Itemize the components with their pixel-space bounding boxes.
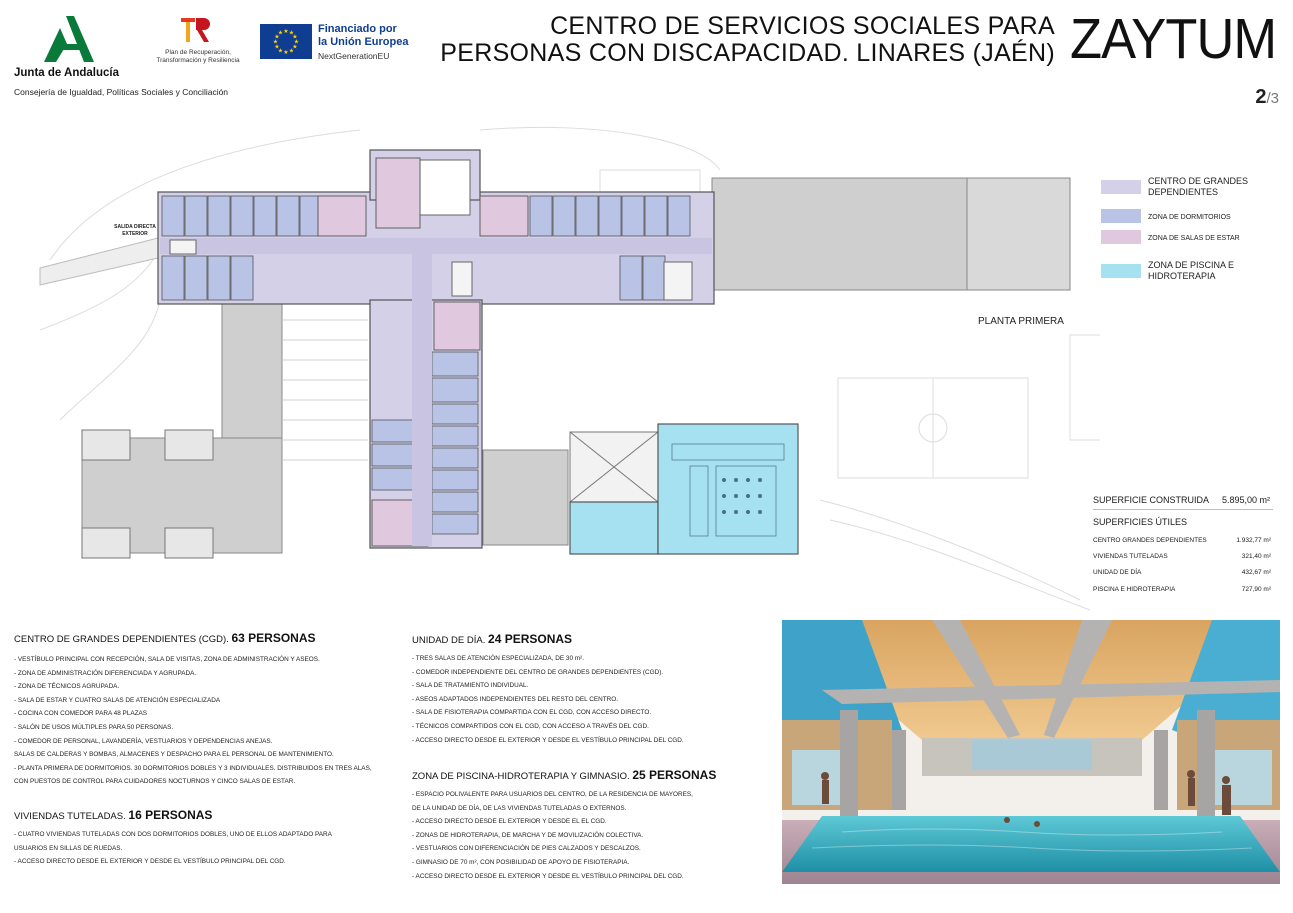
list-item: - COMEDOR DE PERSONAL, LAVANDERÍA, VESTUARIOS Y DEPENDENCIAS ANEJAS.: [14, 737, 273, 745]
list-item: DE LA UNIDAD DE DÍA, DE LAS VIVIENDAS TUTELADAS O EXTERNOS.: [412, 804, 627, 812]
list-item: - COMEDOR INDEPENDIENTE DEL CENTRO DE GRANDES DEPENDIENTES (CGD).: [412, 668, 664, 676]
list-item: - SALA DE ESTAR Y CUATRO SALAS DE ATENCIÓN ESPECIALIZADA: [14, 696, 221, 704]
piscina-section-title: [412, 768, 716, 782]
piscina-title: ZONA DE PISCINA-HIDROTERAPIA Y GIMNASIO.: [412, 771, 630, 782]
pool-render-image: [782, 620, 1280, 884]
list-item: - ACCESO DIRECTO DESDE EL EXTERIOR Y DESDE EL VESTÍBULO PRINCIPAL DEL CGD.: [412, 736, 684, 744]
built-area-value: 5.895,00 m²: [1222, 495, 1271, 505]
legend-label-piscina: ZONA DE PISCINA E HIDROTERAPIA: [1148, 260, 1235, 281]
floor-label: PLANTA PRIMERA: [978, 316, 1064, 327]
list-item: - VESTÍBULO PRINCIPAL CON RECEPCIÓN, SALA DE VISITAS, ZONA DE ADMINISTRACIÓN Y ASEOS.: [14, 656, 320, 663]
list-item: SALAS DE CALDERAS Y BOMBAS, ALMACENES Y DESPACHO PARA EL PERSONAL DE MANTENIMIENTO.: [14, 751, 334, 759]
page-total: /3: [1266, 90, 1279, 107]
svg-text:★: ★: [293, 38, 300, 46]
eu-funding-line2: la Unión Europea: [318, 36, 409, 48]
project-title-line1: CENTRO DE SERVICIOS SOCIALES PARA: [550, 12, 1055, 40]
surface-row-value: 432,67 m²: [1241, 569, 1271, 576]
list-item: - TÉCNICOS COMPARTIDOS CON EL CGD, CON ACCESO A TRAVÉS DEL CGD.: [412, 722, 649, 730]
svg-text:★: ★: [277, 29, 284, 37]
legend-label-dormitorios: ZONA DE DORMITORIOS: [1148, 214, 1231, 221]
list-item: - ACCESO DIRECTO DESDE EL EXTERIOR Y DESDE EL VESTÍBULO PRINCIPAL DEL CGD.: [412, 872, 684, 880]
list-item: - ASEOS ADAPTADOS INDEPENDIENTES DEL RESTO DEL CENTRO.: [412, 695, 618, 703]
project-brand: ZAYTUM: [1070, 7, 1277, 71]
legend-swatch-salas: [1101, 230, 1141, 244]
consejeria-name: Consejería de Igualdad, Políticas Sociales y Conciliación: [14, 87, 229, 97]
piscina-count: 25 PERSONAS: [632, 768, 717, 782]
floor-plan: [30, 110, 1100, 620]
list-item: - CUATRO VIVIENDAS TUTELADAS CON DOS DORMITORIOS DOBLES, UNO DE ELLOS ADAPTADO PARA: [14, 831, 332, 838]
unidad-title: UNIDAD DE DÍA.: [412, 635, 486, 646]
eu-flag-icon: [260, 24, 312, 59]
list-item: - ACCESO DIRECTO DESDE EL EXTERIOR Y DESDE EL VESTÍBULO PRINCIPAL DEL CGD.: [14, 858, 286, 866]
unidad-list: [412, 652, 684, 747]
atrium: [420, 160, 470, 215]
prtr-logo-icon: [178, 16, 212, 44]
surfaces-divider: [1093, 509, 1273, 510]
list-item: - ESPACIO POLIVALENTE PARA USUARIOS DEL CENTRO, DE LA RESIDENCIA DE MAYORES,: [412, 791, 693, 798]
viviendas-title: VIVIENDAS TUTELADAS.: [14, 811, 126, 822]
svg-text:★: ★: [274, 43, 280, 51]
list-item: - COCINA CON COMEDOR PARA 48 PLAZAS: [14, 710, 148, 718]
surface-row-label: VIVIENDAS TUTELADAS: [1093, 553, 1168, 560]
cgd-count: 63 PERSONAS: [231, 631, 316, 645]
svg-text:★: ★: [288, 47, 295, 55]
svg-text:★: ★: [283, 49, 289, 56]
built-area-label: SUPERFICIE CONSTRUIDA: [1093, 495, 1210, 505]
list-item: - GIMNASIO DE 70 m², CON POSIBILIDAD DE APOYO DE FISIOTERAPIA.: [412, 858, 630, 866]
legend-label-cgd: CENTRO DE GRANDES DEPENDIENTES: [1148, 176, 1249, 197]
unidad-count: 24 PERSONAS: [488, 632, 573, 646]
viviendas-section-title: [14, 808, 212, 822]
legend-swatch-dormitorios: [1101, 209, 1141, 223]
list-item: - SALÓN DE USOS MÚLTIPLES PARA 50 PERSONAS.: [14, 723, 174, 731]
useful-areas-label: SUPERFICIES ÚTILES: [1093, 517, 1188, 527]
exit-ramp: [40, 238, 158, 285]
viviendas-list: [14, 828, 332, 869]
junta-andalucia-logo-icon: [36, 14, 96, 64]
surface-row-label: UNIDAD DE DÍA: [1093, 569, 1142, 576]
list-item: - ZONA DE TÉCNICOS AGRUPADA.: [14, 683, 120, 691]
project-title-line2: PERSONAS CON DISCAPACIDAD. LINARES (JAÉN): [440, 39, 1055, 67]
list-item: CON PUESTOS DE CONTROL PARA CUIDADORES NOCTURNOS Y CINCO SALAS DE ESTAR.: [14, 778, 296, 786]
prtr-text: Plan de Recuperación, Transformación y Resiliencia: [156, 49, 240, 64]
viviendas-count: 16 PERSONAS: [128, 808, 213, 822]
surface-row-value: 1.932,77 m²: [1236, 537, 1271, 544]
surface-row-label: CENTRO GRANDES DEPENDIENTES: [1093, 537, 1207, 544]
exit-label: SALIDA DIRECTA EXTERIOR: [114, 224, 156, 237]
list-item: - ACCESO DIRECTO DESDE EL EXTERIOR Y DESDE EL EL CGD.: [412, 818, 607, 826]
svg-text:★: ★: [288, 29, 295, 37]
piscina-list: [412, 788, 693, 883]
page-number: [1255, 86, 1279, 109]
cgd-list: [14, 653, 372, 789]
unidad-section-title: [412, 632, 572, 646]
list-item: - ZONAS DE HIDROTERAPIA, DE MARCHA Y DE MOVILIZACIÓN COLECTIVA.: [412, 831, 644, 839]
eu-funding-line1: Financiado por: [318, 23, 397, 35]
list-item: USUARIOS EN SILLAS DE RUEDAS.: [14, 844, 123, 852]
legend-swatch-piscina: [1101, 264, 1141, 278]
list-item: - PLANTA PRIMERA DE DORMITORIOS. 30 DORMITORIOS DOBLES Y 3 INDIVIDUALES. DISTRIBUIDOS EN TRES ALAS,: [14, 764, 372, 772]
junta-name: Junta de Andalucía: [14, 67, 120, 79]
svg-text:★: ★: [283, 28, 289, 35]
eu-funding-line3: NextGenerationEU: [318, 51, 390, 61]
svg-text:★: ★: [292, 43, 298, 51]
cgd-title: CENTRO DE GRANDES DEPENDIENTES (CGD).: [14, 634, 229, 645]
list-item: - TRES SALAS DE ATENCIÓN ESPECIALIZADA, DE 30 m².: [412, 655, 584, 662]
terrace-hatch: [282, 320, 368, 460]
legend-label-salas: ZONA DE SALAS DE ESTAR: [1148, 235, 1240, 242]
list-item: - SALA DE TRATAMIENTO INDIVIDUAL.: [412, 682, 529, 690]
surface-row-label: PISCINA E HIDROTERAPIA: [1093, 586, 1176, 593]
cgd-section-title: [14, 631, 316, 645]
svg-text:★: ★: [272, 38, 279, 46]
svg-text:★: ★: [274, 33, 280, 41]
legend-swatch-cgd: [1101, 180, 1141, 194]
surface-row-value: 727,90 m²: [1241, 586, 1271, 593]
svg-text:★: ★: [277, 47, 284, 55]
list-item: - SALA DE FISIOTERAPIA COMPARTIDA CON EL CGD, CON ACCESO DIRECTO.: [412, 709, 652, 717]
list-item: - VESTUARIOS CON DIFERENCIACIÓN DE PIES CALZADOS Y DESCALZOS.: [412, 845, 641, 853]
list-item: - ZONA DE ADMINISTRACIÓN DIFERENCIADA Y AGRUPADA.: [14, 669, 197, 677]
page-current: 2: [1255, 86, 1267, 108]
svg-text:★: ★: [292, 33, 298, 41]
surface-row-value: 321,40 m²: [1241, 553, 1271, 560]
